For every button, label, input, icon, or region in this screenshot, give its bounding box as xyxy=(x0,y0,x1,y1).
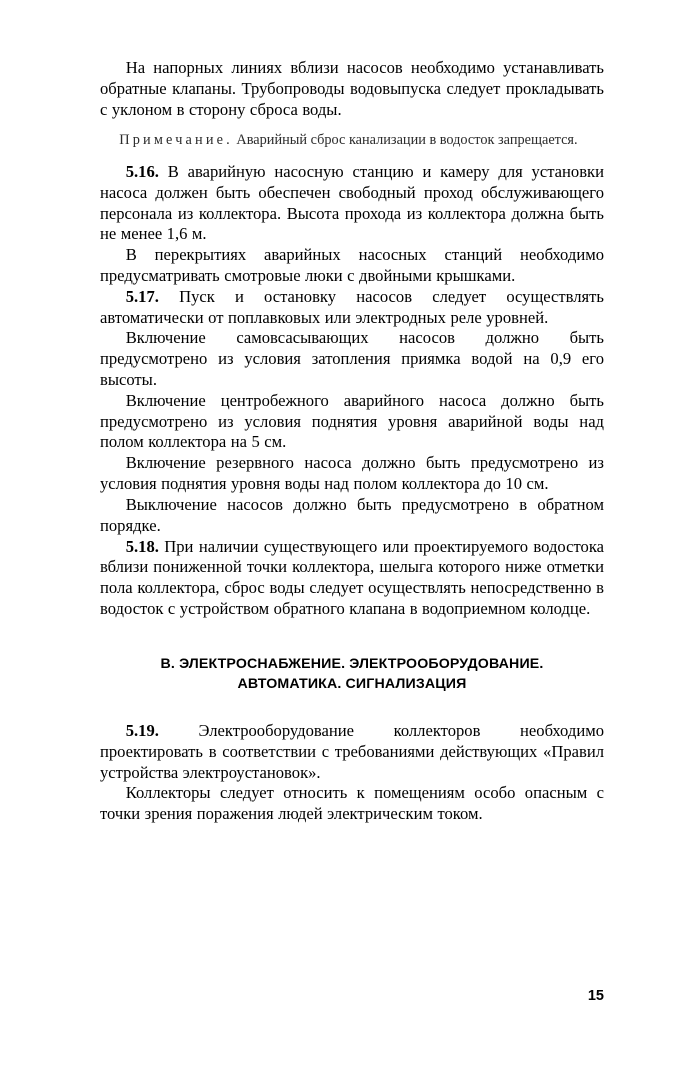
note-label: Примечание. xyxy=(119,132,233,149)
clause-5-17-cont-4: Выключение насосов должно быть предусмотрено в обратном порядке. xyxy=(100,494,604,535)
clause-number-5-18: 5.18. xyxy=(125,536,159,556)
clause-5-16 xyxy=(100,162,604,245)
clause-5-16-cont: В перекрытиях аварийных насосных станций необходимо предусматривать смотровые люки с двойными крышками. xyxy=(100,245,604,285)
clause-5-17 xyxy=(100,287,604,329)
page-number: 15 xyxy=(587,988,604,1004)
clause-5-19-cont: Коллекторы следует относить к помещениям особо опасным с точки зрения поражения людей электрическим током. xyxy=(100,783,604,824)
clause-number-5-19: 5.19. xyxy=(125,720,159,740)
clause-5-17-cont-3: Включение резервного насоса должно быть предусмотрено из условия поднятия уровня воды над полом коллектора до 10 см. xyxy=(100,453,604,494)
note-block xyxy=(100,132,604,149)
clause-text-5-18: При наличии существующего или проектируемого водостока вблизи пониженной точки коллектора, шелыга которого ниже отметки пола коллектора, сброс воды следует осуществлять непосредственно в водосток с устройством обратного клапана в водоприемном колодце. xyxy=(100,536,604,618)
clause-5-18 xyxy=(100,537,604,620)
clause-text-5-16: В аварийную насосную станцию и камеру для установки насоса должен быть обеспечен свободный проход обслуживающего персонала из коллектора. Высота прохода из коллектора должна быть не менее 1,6 м. xyxy=(100,161,604,244)
section-heading-line-1: В. ЭЛЕКТРОСНАБЖЕНИЕ. ЭЛЕКТРООБОРУДОВАНИЕ. xyxy=(160,655,544,672)
clause-text-5-19: Электрооборудование коллекторов необходимо проектировать в соответствии с требованиями действующих «Правил устройства электроустановок». xyxy=(100,720,604,782)
clause-5-17-cont-1: Включение самовсасывающих насосов должно быть предусмотрено из условия затопления приямка водой на 0,9 его высоты. xyxy=(100,328,604,389)
note-text: Аварийный сброс канализации в водосток запрещается. xyxy=(236,132,578,149)
section-heading-line-2: АВТОМАТИКА. СИГНАЛИЗАЦИЯ xyxy=(237,676,467,693)
paragraph-intro: На напорных линиях вблизи насосов необходимо устанавливать обратные клапаны. Трубопроводы водовыпуска следует прокладывать с уклоном в сторону сброса воды. xyxy=(100,58,604,119)
clause-text-5-17: Пуск и остановку насосов следует осуществлять автоматически от поплавковых или электродных реле уровней. xyxy=(100,286,604,327)
clause-number-5-16: 5.16. xyxy=(125,161,159,181)
section-heading xyxy=(100,654,604,695)
clause-number-5-17: 5.17. xyxy=(125,286,159,306)
clause-5-19 xyxy=(100,721,604,783)
clause-5-17-cont-2: Включение центробежного аварийного насоса должно быть предусмотрено из условия поднятия уровня аварийной воды над полом коллектора на 5 см. xyxy=(100,390,604,452)
